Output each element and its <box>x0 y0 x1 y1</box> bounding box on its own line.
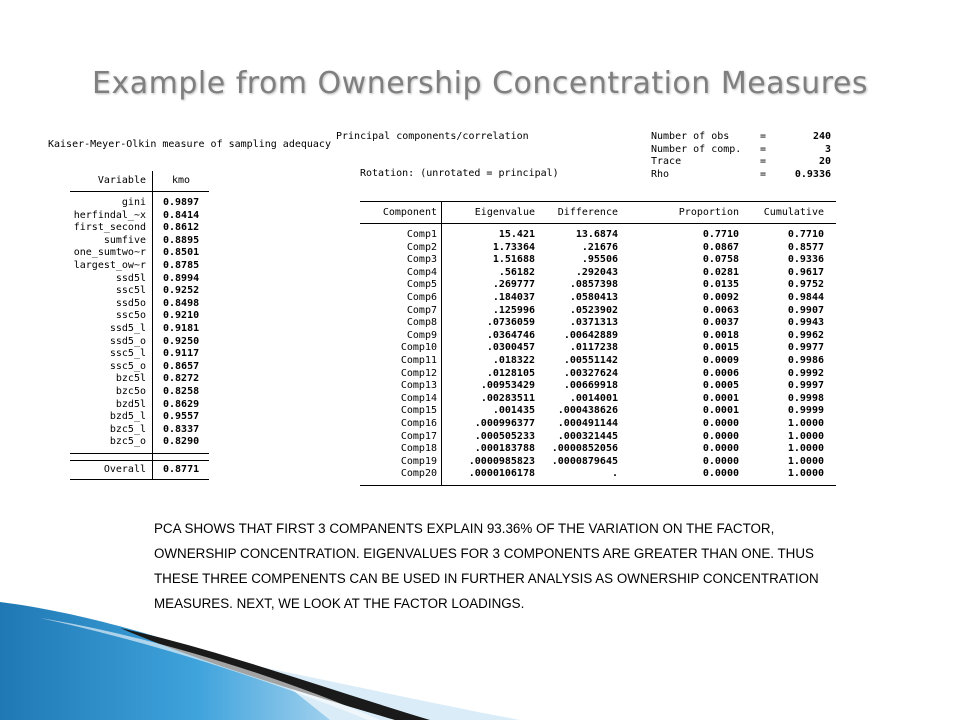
pca-difference-cell: .000438626 <box>557 405 618 417</box>
pca-cumulative-cell: 0.9977 <box>787 342 824 354</box>
pca-proportion-cell: 0.0009 <box>702 354 739 366</box>
pca-row <box>360 305 836 318</box>
pca-difference-cell: . <box>611 468 618 480</box>
kmo-overall-row <box>70 460 209 479</box>
pca-component-cell: Comp5 <box>360 279 442 292</box>
kmo-variable-cell: ssd5l <box>70 273 153 286</box>
pca-component-cell: Comp19 <box>360 456 442 469</box>
pca-component-cell: Comp2 <box>360 242 442 255</box>
pca-proportion-cell: 0.0135 <box>702 279 739 291</box>
kmo-row <box>70 285 209 298</box>
pca-row <box>360 342 836 355</box>
kmo-value-cell: 0.8498 <box>163 297 200 309</box>
kmo-header-row <box>70 171 209 192</box>
pca-proportion-cell: 0.0092 <box>702 291 739 303</box>
kmo-variable-cell: ssc5_l <box>70 348 153 361</box>
kmo-heading: Kaiser-Meyer-Olkin measure of sampling adequacy <box>48 139 331 150</box>
pca-difference-cell: .0580413 <box>569 291 618 303</box>
pca-cumulative-cell: 0.7710 <box>787 229 824 240</box>
stat-value: 20 <box>818 156 831 168</box>
stat-value: 0.9336 <box>794 168 831 180</box>
pca-row <box>360 393 836 406</box>
kmo-value-cell: 0.8785 <box>163 259 200 271</box>
pca-difference-cell: .292043 <box>575 266 618 278</box>
pca-row <box>360 380 836 393</box>
pca-cumulative-cell: 1.0000 <box>787 468 824 480</box>
pca-proportion-cell: 0.0000 <box>702 468 739 480</box>
stat-equals: = <box>760 156 767 168</box>
kmo-value-cell: 0.8895 <box>163 234 200 246</box>
pca-eigenvalue-cell: .0364746 <box>486 329 535 341</box>
kmo-row <box>70 260 209 273</box>
pca-difference-cell: .000491144 <box>557 417 618 429</box>
kmo-value-cell: 0.9210 <box>163 310 200 322</box>
pca-cumulative-cell: 0.9998 <box>787 392 824 404</box>
stat-label: Number of obs <box>651 131 730 142</box>
pca-row <box>360 456 836 469</box>
pca-cumulative-cell: 1.0000 <box>787 430 824 442</box>
kmo-row <box>70 310 209 323</box>
kmo-row <box>70 323 209 336</box>
kmo-variable-cell: sumfive <box>70 235 153 248</box>
pca-cumulative-cell: 0.9997 <box>787 380 824 392</box>
slide-title: Example from Ownership Concentration Measures <box>92 66 868 101</box>
kmo-value-cell: 0.8501 <box>163 247 200 259</box>
pca-row <box>360 254 836 267</box>
kmo-value-cell: 0.8272 <box>163 373 200 385</box>
pca-component-cell: Comp8 <box>360 317 442 330</box>
kmo-variable-cell: ssd5_o <box>70 336 153 349</box>
pca-row <box>360 418 836 431</box>
kmo-row <box>70 386 209 399</box>
kmo-variable-cell: one_sumtwo~r <box>70 247 153 260</box>
pca-proportion-cell: 0.0000 <box>702 430 739 442</box>
pca-cumulative-cell: 0.9943 <box>787 317 824 329</box>
stat-row <box>651 144 831 157</box>
pca-component-cell: Comp7 <box>360 305 442 318</box>
pca-eigenvalue-cell: .0736059 <box>486 317 535 329</box>
pca-cumulative-cell: 0.9999 <box>787 405 824 417</box>
pca-eigenvalue-cell: .00953429 <box>480 380 535 392</box>
kmo-value-cell: 0.8657 <box>163 360 200 372</box>
kmo-variable-cell: bzc5l <box>70 373 153 386</box>
kmo-row <box>70 273 209 286</box>
pca-cumulative-cell: 0.9844 <box>787 291 824 303</box>
pca-proportion-cell: 0.0037 <box>702 317 739 329</box>
pca-proportion-cell: 0.0015 <box>702 342 739 354</box>
pca-row <box>360 355 836 368</box>
stat-label: Trace <box>651 156 682 168</box>
pca-component-cell: Comp10 <box>360 342 442 355</box>
pca-difference-cell: .0117238 <box>569 342 618 354</box>
stat-equals: = <box>760 143 767 155</box>
pca-component-cell: Comp16 <box>360 418 442 431</box>
kmo-value-cell: 0.8258 <box>163 385 200 397</box>
pca-eigenvalue-cell: 1.51688 <box>492 254 535 266</box>
kmo-variable-cell: ssc5_o <box>70 361 153 374</box>
pca-proportion-cell: 0.0006 <box>702 367 739 379</box>
kmo-row <box>70 247 209 260</box>
kmo-variable-cell: ssd5_l <box>70 323 153 336</box>
pca-component-cell: Comp6 <box>360 292 442 305</box>
stat-label: Number of comp. <box>651 143 742 155</box>
pca-row <box>360 224 836 242</box>
pca-col-difference: Difference <box>535 202 618 224</box>
kmo-row <box>70 222 209 235</box>
kmo-table <box>70 171 209 480</box>
kmo-variable-cell: herfindal_~x <box>70 210 153 223</box>
pca-eigenvalue-cell: .0128105 <box>486 367 535 379</box>
pca-difference-cell: .21676 <box>581 241 618 253</box>
pca-row <box>360 431 836 444</box>
pca-eigenvalue-cell: .000505233 <box>474 430 535 442</box>
kmo-value-cell: 0.9252 <box>163 285 200 297</box>
pca-row <box>360 292 836 305</box>
kmo-row <box>70 336 209 349</box>
pca-proportion-cell: 0.0005 <box>702 380 739 392</box>
stat-row <box>651 131 831 144</box>
pca-proportion-cell: 0.0758 <box>702 254 739 266</box>
kmo-row <box>70 348 209 361</box>
pca-difference-cell: .00642889 <box>563 329 618 341</box>
pca-component-cell: Comp14 <box>360 393 442 406</box>
pca-difference-cell: .0523902 <box>569 304 618 316</box>
pca-cumulative-cell: 0.9992 <box>787 367 824 379</box>
pca-difference-cell: .0857398 <box>569 279 618 291</box>
pca-difference-cell: .000321445 <box>557 430 618 442</box>
kmo-row <box>70 235 209 248</box>
pca-cumulative-cell: 1.0000 <box>787 443 824 455</box>
pca-cumulative-cell: 0.9962 <box>787 329 824 341</box>
kmo-row <box>70 373 209 386</box>
kmo-value-cell: 0.8414 <box>163 209 200 221</box>
pca-proportion-cell: 0.0001 <box>702 392 739 404</box>
pca-difference-cell: .0000852056 <box>551 443 618 455</box>
pca-eigenvalue-cell: .0000985823 <box>468 455 535 467</box>
pca-table <box>360 201 836 486</box>
pca-difference-cell: 13.6874 <box>575 229 618 240</box>
pca-col-eigenvalue: Eigenvalue <box>442 202 536 224</box>
pca-eigenvalue-cell: .000183788 <box>474 443 535 455</box>
kmo-variable-cell: gini <box>70 192 153 210</box>
pca-difference-cell: .0014001 <box>569 392 618 404</box>
pca-eigenvalue-cell: .001435 <box>492 405 535 417</box>
pca-row <box>360 279 836 292</box>
kmo-variable-cell: ssc5l <box>70 285 153 298</box>
pca-component-cell: Comp17 <box>360 431 442 444</box>
pca-difference-cell: .00669918 <box>563 380 618 392</box>
kmo-row <box>70 411 209 424</box>
pca-eigenvalue-cell: .0300457 <box>486 342 535 354</box>
kmo-variable-cell: ssd5o <box>70 298 153 311</box>
kmo-value-cell: 0.9250 <box>163 335 200 347</box>
pca-component-cell: Comp20 <box>360 468 442 485</box>
stat-label: Rho <box>651 168 670 180</box>
stat-equals: = <box>760 168 767 180</box>
pca-eigenvalue-cell: .00283511 <box>480 392 535 404</box>
pca-cumulative-cell: 0.9907 <box>787 304 824 316</box>
pca-col-component: Component <box>360 202 442 224</box>
pca-difference-cell: .0000879645 <box>551 455 618 467</box>
pca-cumulative-cell: 0.9336 <box>787 254 824 266</box>
kmo-variable-cell: bzc5_l <box>70 424 153 437</box>
pca-eigenvalue-cell: 1.73364 <box>492 241 535 253</box>
kmo-col-variable: Variable <box>70 171 153 192</box>
pca-row <box>360 267 836 280</box>
pca-title: Principal components/correlation <box>336 131 529 142</box>
pca-cumulative-cell: 1.0000 <box>787 455 824 467</box>
kmo-variable-cell: largest_ow~r <box>70 260 153 273</box>
pca-eigenvalue-cell: .269777 <box>492 279 535 291</box>
pca-component-cell: Comp3 <box>360 254 442 267</box>
pca-eigenvalue-cell: .125996 <box>492 304 535 316</box>
kmo-value-cell: 0.8337 <box>163 423 200 435</box>
kmo-row <box>70 424 209 437</box>
pca-proportion-cell: 0.0000 <box>702 417 739 429</box>
pca-component-cell: Comp11 <box>360 355 442 368</box>
pca-row <box>360 468 836 485</box>
pca-header-row <box>360 202 836 224</box>
kmo-row <box>70 192 209 210</box>
kmo-value-cell: 0.8994 <box>163 272 200 284</box>
pca-row <box>360 368 836 381</box>
kmo-variable-cell: first_second <box>70 222 153 235</box>
pca-component-cell: Comp12 <box>360 368 442 381</box>
kmo-value-cell: 0.9557 <box>163 411 200 423</box>
pca-cumulative-cell: 1.0000 <box>787 417 824 429</box>
pca-col-proportion: Proportion <box>618 202 739 224</box>
stat-row <box>651 156 831 169</box>
kmo-variable-cell: bzd5_l <box>70 411 153 424</box>
pca-cumulative-cell: 0.9986 <box>787 354 824 366</box>
pca-proportion-cell: 0.0001 <box>702 405 739 417</box>
kmo-row <box>70 298 209 311</box>
pca-row <box>360 317 836 330</box>
kmo-variable-cell: bzc5_o <box>70 436 153 453</box>
pca-eigenvalue-cell: .018322 <box>492 354 535 366</box>
pca-row <box>360 443 836 456</box>
kmo-row <box>70 436 209 453</box>
kmo-value-cell: 0.9117 <box>163 348 200 360</box>
kmo-row <box>70 399 209 412</box>
pca-component-cell: Comp1 <box>360 224 442 242</box>
pca-proportion-cell: 0.7710 <box>702 229 739 240</box>
pca-component-cell: Comp4 <box>360 267 442 280</box>
kmo-variable-cell: bzc5o <box>70 386 153 399</box>
pca-difference-cell: .95506 <box>581 254 618 266</box>
kmo-gap-row <box>70 453 209 460</box>
pca-eigenvalue-cell: 15.421 <box>498 229 535 240</box>
pca-eigenvalue-cell: .184037 <box>492 291 535 303</box>
kmo-row <box>70 210 209 223</box>
stat-value: 3 <box>824 143 831 155</box>
pca-eigenvalue-cell: .56182 <box>498 266 535 278</box>
pca-cumulative-cell: 0.9752 <box>787 279 824 291</box>
kmo-value-cell: 0.8629 <box>163 398 200 410</box>
pca-cumulative-cell: 0.9617 <box>787 266 824 278</box>
pca-difference-cell: .0371313 <box>569 317 618 329</box>
pca-difference-cell: .00327624 <box>563 367 618 379</box>
kmo-overall-value: 0.8771 <box>153 460 210 479</box>
pca-component-cell: Comp9 <box>360 330 442 343</box>
kmo-overall-label: Overall <box>70 460 153 479</box>
pca-row <box>360 405 836 418</box>
kmo-row <box>70 361 209 374</box>
kmo-variable-cell: ssc5o <box>70 310 153 323</box>
stat-row <box>651 169 831 182</box>
kmo-col-kmo: kmo <box>153 171 210 192</box>
stat-value: 240 <box>812 131 831 142</box>
pca-proportion-cell: 0.0018 <box>702 329 739 341</box>
kmo-value-cell: 0.9897 <box>163 197 200 208</box>
pca-difference-cell: .00551142 <box>563 354 618 366</box>
pca-cumulative-cell: 0.8577 <box>787 241 824 253</box>
pca-col-cumulative: Cumulative <box>739 202 836 224</box>
kmo-value-cell: 0.9181 <box>163 322 200 334</box>
pca-row <box>360 242 836 255</box>
pca-component-cell: Comp13 <box>360 380 442 393</box>
kmo-variable-cell: bzd5l <box>70 399 153 412</box>
pca-stats <box>651 131 831 181</box>
pca-component-cell: Comp18 <box>360 443 442 456</box>
pca-eigenvalue-cell: .0000106178 <box>468 468 535 480</box>
conclusion-text: PCA SHOWS THAT FIRST 3 COMPANENTS EXPLAIN 93.36% OF THE VARIATION ON THE FACTOR, OWNERSHIP CONCENTRATION. EIGENVALUES FOR 3 COMPONENTS ARE GREATER THAN ONE. THUS THESE THREE COMPENENTS CAN BE USED IN FURTHER ANALYSIS AS OWNERSHIP CONCENTRATION MEASURES. NEXT, WE LOOK AT THE FACTOR LOADINGS. <box>154 521 819 611</box>
kmo-value-cell: 0.8290 <box>153 436 210 453</box>
pca-proportion-cell: 0.0000 <box>702 443 739 455</box>
pca-proportion-cell: 0.0281 <box>702 266 739 278</box>
pca-proportion-cell: 0.0000 <box>702 455 739 467</box>
stat-equals: = <box>760 131 767 142</box>
kmo-value-cell: 0.8612 <box>163 222 200 234</box>
pca-proportion-cell: 0.0867 <box>702 241 739 253</box>
pca-rotation: Rotation: (unrotated = principal) <box>360 168 559 179</box>
pca-eigenvalue-cell: .000996377 <box>474 417 535 429</box>
pca-proportion-cell: 0.0063 <box>702 304 739 316</box>
pca-row <box>360 330 836 343</box>
pca-component-cell: Comp15 <box>360 405 442 418</box>
